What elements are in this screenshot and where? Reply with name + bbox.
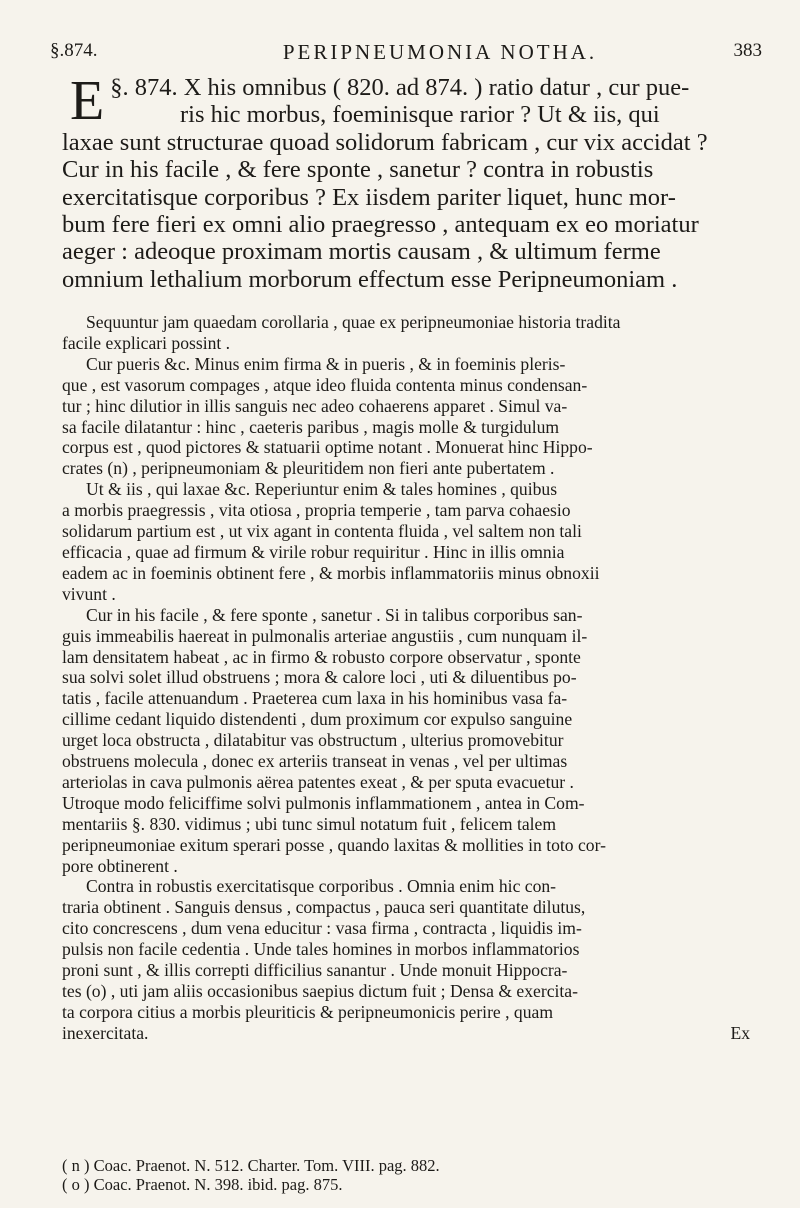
lead-line: exercitatisque corporibus ? Ex iisdem pariter liquet, hunc mor-: [62, 183, 676, 211]
lead-line: Cur in his facile , & fere sponte , sanetur ? contra in robustis: [62, 156, 654, 184]
commentary-line: Sequuntur jam quaedam corollaria , quae ex peripneumoniae historia tradita: [86, 312, 621, 332]
header-running-title: PERIPNEUMONIA NOTHA.: [282, 40, 598, 64]
commentary-line: cito concrescens , dum vena educitur : vasa firma , contracta , liquidis im-: [62, 918, 582, 939]
lead-line: ris hic morbus, foeminisque rarior ? Ut & iis, qui: [180, 101, 660, 129]
running-header: [50, 40, 762, 74]
commentary-line: peripneumoniae exitum sperari posse , quando laxitas & mollities in toto cor-: [62, 834, 606, 855]
footnotes: [62, 1156, 750, 1194]
commentary-line: Ut & iis , qui laxae &c. Reperiuntur enim & tales homines , quibus: [86, 479, 558, 500]
footnote: ( o ) Coac. Praenot. N. 398. ibid. pag. 875.: [62, 1175, 343, 1194]
commentary-line: crates (n) , peripneumoniam & pleuritidem non fieri ante pubertatem .: [62, 458, 555, 479]
commentary-line: Contra in robustis exercitatisque corporibus . Omnia enim hic con-: [86, 876, 557, 897]
commentary-line: guis immeabilis haereat in pulmonalis arteriae angustiis , cum nunquam il-: [62, 625, 588, 646]
commentary-line: que , est vasorum compages , atque ideo fluida contenta minus condensan-: [62, 374, 588, 395]
commentary-line: urget loca obstructa , dilatabitur vas obstructum , ulterius promovebitur: [62, 730, 564, 751]
commentary-line: tes (o) , uti jam aliis occasionibus saepius dictum fuit ; Densa & exercita-: [62, 981, 578, 1001]
commentary-line: proni sunt , & illis correpti difficilius sanantur . Unde monuit Hippocra-: [62, 960, 568, 981]
drop-cap: E: [70, 70, 105, 132]
lead-line: laxae sunt structurae quoad solidorum fabricam , cur vix accidat ?: [62, 128, 708, 156]
lead-line: bum fere fieri ex omni alio praegresso , antequam ex eo moriatur: [62, 211, 699, 239]
commentary-line: lam densitatem habeat , ac in firmo & robusto corpore observatur , sponte: [62, 646, 581, 667]
commentary-line: a morbis praegressis , vita otiosa , propria temperie , tam parva cohaesio: [62, 500, 571, 521]
commentary-text: [62, 312, 750, 1044]
commentary-line: cillime cedant liquido distendenti , dum proximum cor expulso sanguine: [62, 709, 573, 730]
commentary-line: tatis , facile attenuandum . Praeterea cum laxa in his hominibus vasa fa-: [62, 688, 568, 709]
commentary-line: tur ; hinc dilutior in illis sanguis nec adeo cohaerens apparet . Simul va-: [62, 395, 568, 416]
commentary-line: facile explicari possint .: [62, 332, 231, 353]
header-section-ref: §.874.: [50, 40, 98, 61]
commentary-line: pore obtinerent .: [62, 855, 178, 876]
commentary-line: Cur in his facile , & fere sponte , sanetur . Si in talibus corporibus san-: [86, 604, 583, 625]
footnote: ( n ) Coac. Praenot. N. 512. Charter. Tom. VIII. pag. 882.: [62, 1156, 440, 1175]
commentary-line: Utroque modo feliciffime solvi pulmonis inflammationem , antea in Com-: [62, 792, 585, 813]
commentary-line: sa facile dilatantur : hinc , caeteris paribus , magis molle & turgidulum: [62, 416, 560, 437]
commentary-line: Cur pueris &c. Minus enim firma & in pueris , & in foeminis pleris-: [86, 353, 566, 374]
commentary-line: pulsis non facile cedentia . Unde tales homines in morbos inflammatorios: [62, 939, 580, 960]
catchword: Ex: [730, 1022, 750, 1043]
section-number: §. 874.: [110, 74, 178, 101]
commentary-line: ta corpora citius a morbis pleuriticis & peripneumonicis perire , quam: [62, 1001, 554, 1022]
commentary-line-text: inexercitata.: [62, 1022, 149, 1043]
commentary-line: corpus est , quod pictores & statuarii optime notant . Monuerat hinc Hippo-: [62, 437, 593, 458]
commentary-line: sua solvi solet illud obstruens ; mora & calore loci , uti & diluentibus po-: [62, 667, 577, 688]
commentary-line: solidarum partium est , ut vix agant in contenta fluida , vel saltem non tali: [62, 521, 582, 542]
commentary-line: mentariis §. 830. vidimus ; ubi tunc simul notatum fuit , felicem talem: [62, 813, 557, 834]
commentary-line: obstruens molecula , donec ex arteriis transeat in venas , vel per ultimas: [62, 751, 568, 772]
commentary-line: eadem ac in foeminis obtinent fere , & morbis inflammatoriis minus obnoxii: [62, 562, 600, 583]
commentary-line: efficacia , quae ad firmum & virile robur requiritur . Hinc in illis omnia: [62, 541, 565, 562]
commentary-line: vivunt .: [62, 583, 116, 604]
aphorism-paragraph: [62, 70, 750, 293]
lead-line: X his omnibus ( 820. ad 874. ) ratio datur , cur pue-: [183, 74, 690, 101]
header-page-number: 383: [733, 40, 762, 61]
commentary-line: [62, 1023, 750, 1044]
commentary-line: arteriolas in cava pulmonis aërea patentes exeat , & per sputa evacuetur .: [62, 771, 574, 792]
commentary-line: traria obtinent . Sanguis densus , compactus , pauca seri quantitate dilutus,: [62, 897, 586, 918]
lead-line: aeger : adeoque proximam mortis causam , & ultimum ferme: [62, 238, 661, 266]
lead-line: omnium lethalium morborum effectum esse Peripneumoniam .: [62, 265, 678, 293]
